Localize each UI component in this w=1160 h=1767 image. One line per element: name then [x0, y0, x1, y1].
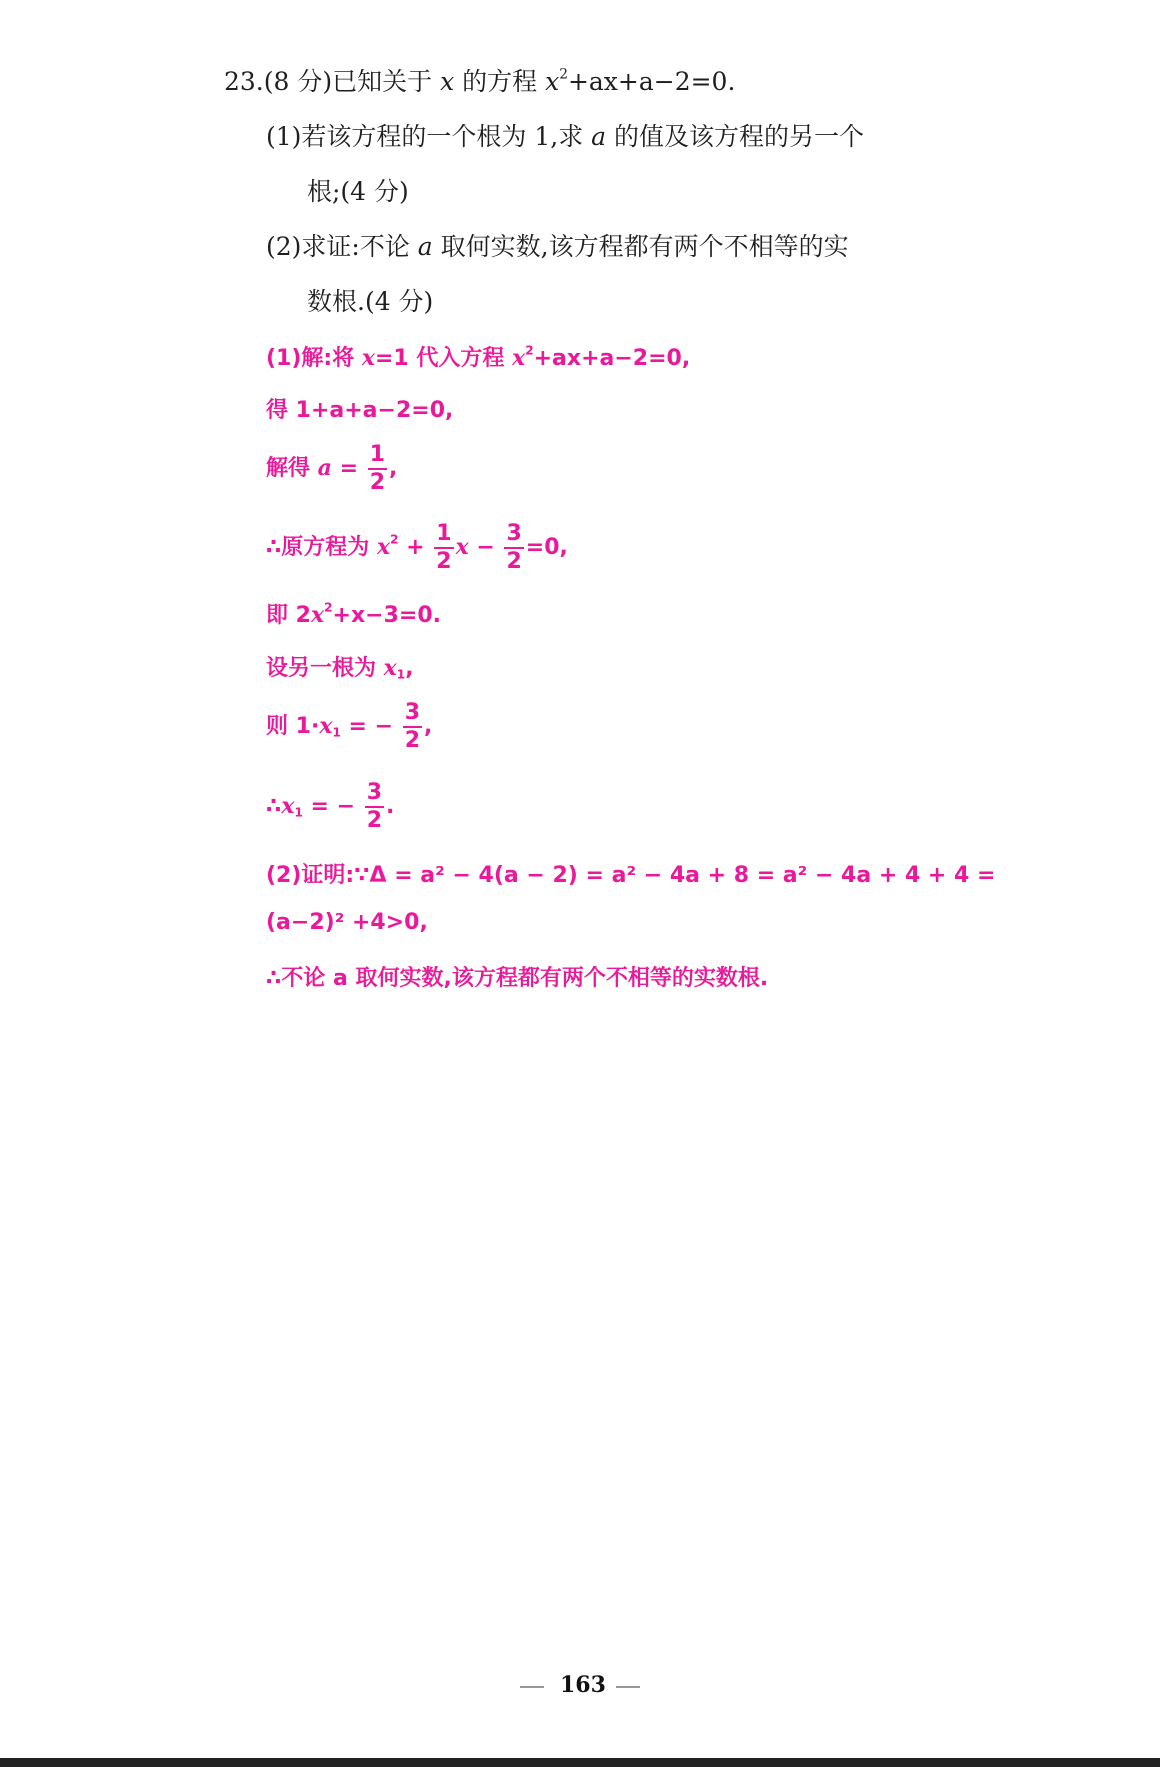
footer-dash-right [616, 1686, 640, 1688]
fraction: $\frac{1}{2}$ [369, 442, 386, 495]
page-number: 163 [560, 1672, 606, 1698]
fraction: $\frac{3}{2}$ [404, 700, 421, 753]
question-part2-line1: (2)求证:不论 a 取何实数,该方程都有两个不相等的实 [266, 232, 849, 261]
question-part1-line2: 根;(4 分) [307, 177, 409, 206]
answer-line-9: (2)证明:∵Δ = a² − 4(a − 2) = a² − 4a + 8 = a² − 4a + 4 + 4 = [266, 863, 996, 888]
answer-line-11: ∴不论 a 取何实数,该方程都有两个不相等的实数根. [266, 966, 769, 991]
answer-line-7: 则 $1\cdot x_1$ = − $\frac{3}{2}$ , [266, 700, 433, 753]
fraction: $\frac{3}{2}$ [366, 780, 383, 833]
bottom-bar [0, 1758, 1160, 1767]
answer-line-5: 即 $2x^2+x-3=0$. [266, 600, 441, 628]
answer-line-8: $\therefore x_1$ = − $\frac{3}{2}$ . [266, 780, 395, 833]
answer-line-6: 设另一根为 $x_1$, [266, 655, 414, 682]
question-part2-line2: 数根.(4 分) [307, 287, 434, 316]
answer-line-2: 得 1+a+a−2=0, [266, 398, 454, 423]
question-part1-line1: (1)若该方程的一个根为 1,求 a 的值及该方程的另一个 [266, 122, 865, 151]
question-title: 23.(8 分)已知关于 x 的方程 $x^2+ax+a-2=0$. [224, 66, 736, 96]
answer-line-10: (a−2)² +4>0, [266, 910, 428, 935]
answer-line-1: (1)解:将 x=1 代入方程 $x^2+ax+a-2=0$, [266, 343, 691, 371]
fraction: $\frac{1}{2}$ [436, 521, 452, 574]
answer-line-4: ∴原方程为 $x^2$ + $\frac{1}{2}$ x − $\frac{3}{2}$ =0, [266, 521, 568, 574]
fraction: $\frac{3}{2}$ [506, 521, 522, 574]
answer-line-3: 解得 a = $\frac{1}{2}$ , [266, 442, 398, 495]
footer-dash-left [520, 1686, 544, 1688]
